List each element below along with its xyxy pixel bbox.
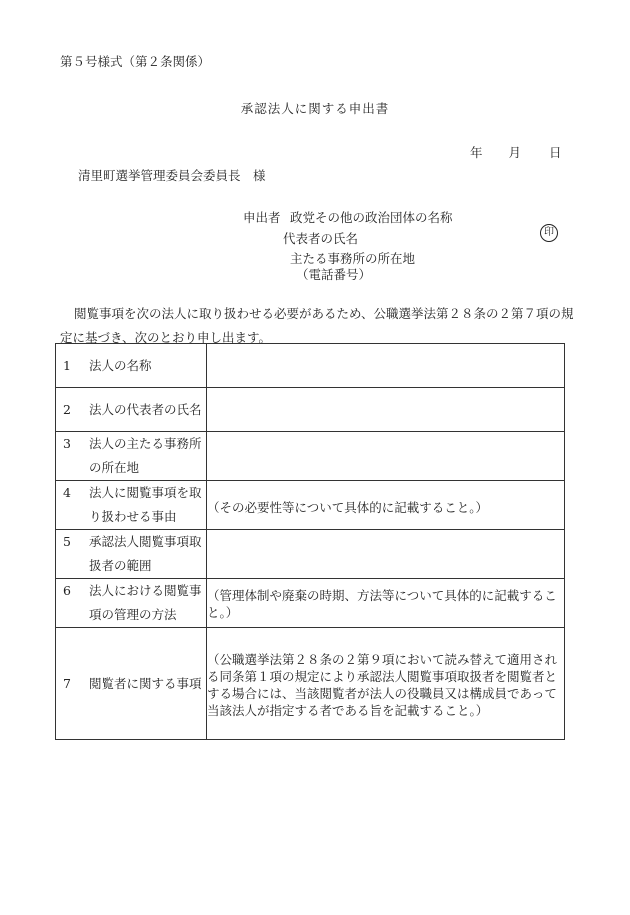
- row-label: 法人に閲覧事項を取り扱わせる事由: [89, 485, 202, 524]
- office-address-label: 主たる事務所の所在地: [290, 251, 416, 266]
- representative-label: 代表者の氏名: [283, 231, 359, 246]
- row-input-cell[interactable]: （その必要性等について具体的に記載すること。）: [207, 481, 565, 530]
- table-row: [56, 481, 565, 530]
- date-day-label: 日: [549, 145, 562, 160]
- row-number: 2: [63, 401, 71, 417]
- row-input-cell[interactable]: （管理体制や廃棄の時期、方法等について具体的に記載すること。）: [207, 579, 565, 628]
- table-row: [56, 579, 565, 628]
- row-label-cell: [56, 628, 207, 740]
- form-number: 第５号様式（第２条関係）: [60, 54, 211, 69]
- row-label: 法人における閲覧事項の管理の方法: [89, 583, 202, 622]
- table-row: [56, 530, 565, 579]
- row-input-cell[interactable]: [207, 432, 565, 481]
- row-label: 閲覧者に関する事項: [89, 675, 202, 691]
- document-title: 承認法人に関する申出書: [240, 101, 390, 116]
- row-input-cell[interactable]: [207, 388, 565, 432]
- body-text: 閲覧事項を次の法人に取り扱わせる必要があるため、公職選挙法第２８条の２第７項の規定に基づき、次のとおり申し出ます。: [60, 306, 574, 345]
- row-number: 6: [63, 583, 71, 598]
- row-label-cell: [56, 344, 207, 388]
- phone-label: （電話番号）: [296, 267, 372, 282]
- date-month-label: 月: [508, 145, 522, 160]
- row-label: 法人の名称: [89, 357, 152, 373]
- row-label-cell: [56, 579, 207, 628]
- row-label: 法人の主たる事務所の所在地: [89, 436, 202, 475]
- row-input-cell[interactable]: [207, 530, 565, 579]
- table-row: [56, 432, 565, 481]
- row-label-cell: [56, 388, 207, 432]
- org-name-label: 政党その他の政治団体の名称: [290, 210, 453, 225]
- date-line: [470, 143, 562, 161]
- table-row: [56, 628, 565, 740]
- seal-mark: 印: [540, 224, 558, 242]
- row-number: 5: [63, 534, 71, 549]
- row-number: 7: [63, 675, 71, 691]
- table-row: [56, 344, 565, 388]
- row-number: 4: [63, 485, 71, 500]
- row-number: 3: [63, 436, 71, 451]
- row-input-cell[interactable]: （公職選挙法第２８条の２第９項において読み替えて適用される同条第１項の規定により承認法人閲覧事項取扱者を閲覧者とする場合には、当該閲覧者が法人の役職員又は構成員であって当該法人が指定する者である旨を記載すること。）: [207, 628, 565, 740]
- row-input-cell[interactable]: [207, 344, 565, 388]
- row-label-cell: [56, 432, 207, 481]
- addressee: 清里町選挙管理委員会委員長 様: [78, 168, 266, 183]
- date-year-label: 年: [470, 145, 483, 160]
- row-label-cell: [56, 530, 207, 579]
- applicant-label: 申出者: [243, 210, 281, 225]
- form-table: [55, 343, 565, 740]
- row-number: 1: [63, 357, 71, 373]
- row-label: 法人の代表者の氏名: [89, 401, 202, 417]
- table-row: [56, 388, 565, 432]
- row-label: 承認法人閲覧事項取扱者の範囲: [89, 534, 202, 573]
- row-label-cell: [56, 481, 207, 530]
